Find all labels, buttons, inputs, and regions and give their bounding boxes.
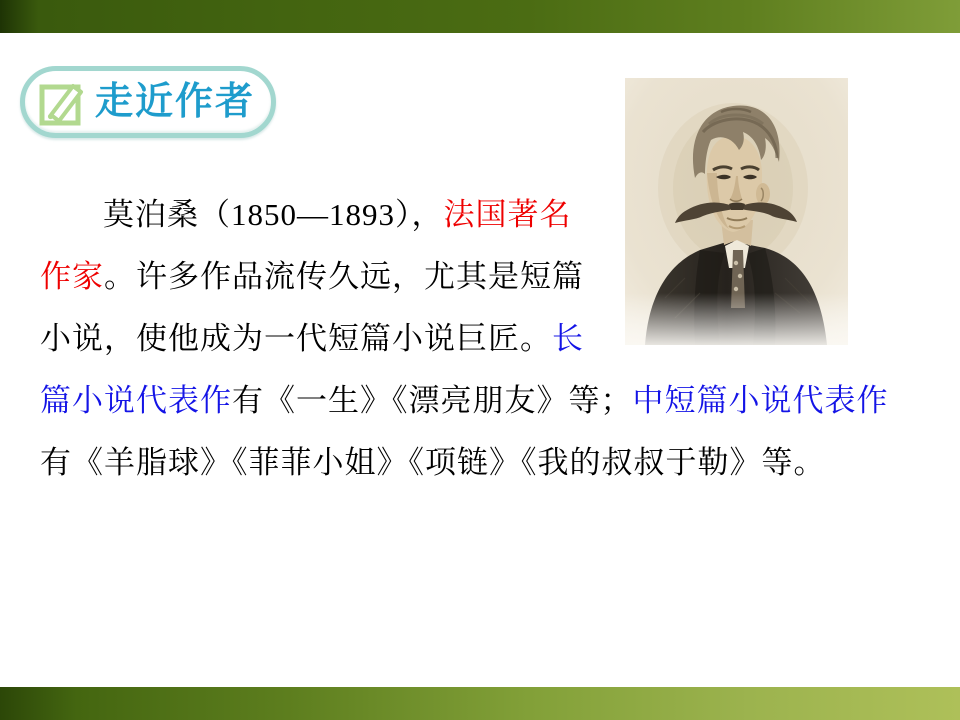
paragraph-line — [40, 184, 930, 246]
text-segment-blue: 中短篇小说代表作 — [632, 383, 889, 418]
text-segment-black: 小说，使他成为一代短篇小说巨匠。 — [40, 321, 552, 356]
paragraph-line — [40, 432, 930, 494]
text-segment-black: 莫泊桑（1850—1893）， — [103, 197, 444, 232]
author-intro-paragraph — [40, 184, 930, 494]
section-badge-label: 走近作者 — [95, 81, 256, 123]
text-segment-red: 法国著名 — [443, 197, 572, 232]
text-segment-black: 有《羊脂球》《菲菲小姐》《项链》《我的叔叔于勒》等。 — [40, 445, 826, 480]
text-segment-red: 作家 — [40, 259, 104, 294]
paragraph-line — [40, 246, 930, 308]
paragraph-line — [40, 308, 930, 370]
top-green-bar — [0, 0, 960, 33]
paragraph-line — [40, 370, 930, 432]
section-badge — [20, 66, 276, 138]
text-segment-black: 有《一生》《漂亮朋友》等； — [232, 383, 633, 418]
text-segment-blue: 篇小说代表作 — [40, 383, 232, 418]
bottom-green-bar — [0, 687, 960, 720]
edit-pencil-icon — [37, 77, 87, 127]
text-segment-blue: 长 — [552, 321, 584, 356]
text-segment-black: 。许多作品流传久远，尤其是短篇 — [104, 259, 584, 294]
